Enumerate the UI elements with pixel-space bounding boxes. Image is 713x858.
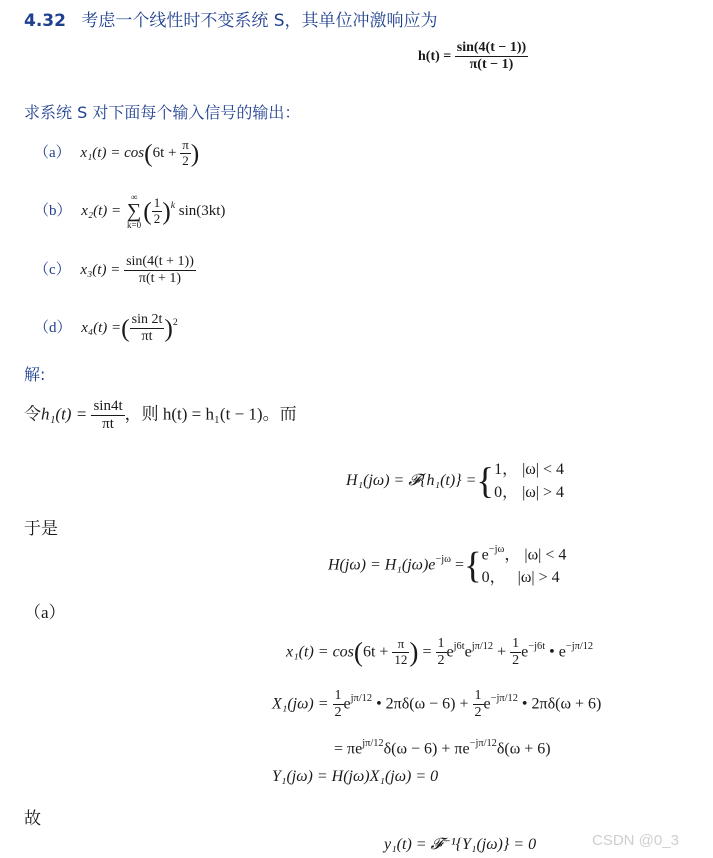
x1-e3-exp: −j6t bbox=[528, 641, 546, 652]
x1-formula bbox=[286, 636, 593, 669]
item-a bbox=[34, 138, 199, 169]
x1-e2-exp: jπ/12 bbox=[471, 641, 494, 652]
H-case-1-exp: −jω bbox=[488, 544, 505, 555]
item-a-two: 2 bbox=[182, 152, 189, 168]
item-b-lhs: x₂(t) = bbox=[81, 202, 122, 219]
H-case-1 bbox=[482, 542, 567, 566]
H1-cases bbox=[494, 458, 564, 504]
X1-e2-exp: −jπ/12 bbox=[490, 693, 518, 704]
x1-rparen: ) bbox=[409, 637, 419, 668]
let-num: sin4t bbox=[91, 398, 124, 416]
X1-half-1-num: 1 bbox=[333, 688, 344, 705]
H1-lhs: H₁(jω) = 𝓕{h₁(t)} = bbox=[346, 471, 477, 489]
then-label: 于是 bbox=[24, 519, 58, 538]
let-h1: h₁(t) = bbox=[41, 404, 88, 424]
h-lhs: h(t) = bbox=[418, 48, 452, 64]
item-d-den: πt bbox=[141, 329, 153, 345]
x1-half-2-num: 1 bbox=[510, 636, 521, 653]
x1-arg: 6t + bbox=[362, 643, 389, 661]
item-b-sum-bot: k=0 bbox=[127, 220, 142, 231]
item-a-arg: 6t + bbox=[152, 144, 177, 161]
problem-header bbox=[24, 6, 438, 31]
X1-e1: e bbox=[343, 695, 351, 713]
x1-half-2-den: 2 bbox=[512, 653, 520, 669]
X1-half-2 bbox=[473, 688, 484, 721]
let-frac bbox=[91, 398, 124, 434]
x1-half-1-num: 1 bbox=[436, 636, 447, 653]
H-eq: = bbox=[454, 556, 464, 574]
item-d-power: 2 bbox=[172, 317, 178, 329]
X1-line2 bbox=[334, 738, 551, 758]
problem-statement: 考虑一个线性时不变系统 S，其单位冲激响应为 bbox=[81, 11, 438, 31]
X1-lhs: X₁(jω) = bbox=[272, 695, 329, 713]
item-c-num: sin(4(t + 1)) bbox=[124, 254, 196, 271]
H-case-1-cond: ， |ω| < 4 bbox=[504, 546, 567, 564]
problem-number: 4.32 bbox=[24, 11, 66, 31]
X1-half-2-den: 2 bbox=[474, 705, 482, 721]
h-fraction bbox=[455, 40, 528, 73]
csdn-watermark: CSDN @0_3 bbox=[592, 832, 679, 849]
X1-line2-c: δ(ω + 6) bbox=[496, 740, 551, 758]
item-b-two: 2 bbox=[153, 210, 161, 226]
item-d bbox=[34, 312, 178, 345]
H1-case-1: 1， |ω| < 4 bbox=[494, 461, 565, 478]
x1-pi: π bbox=[392, 637, 409, 653]
item-d-num: sin 2t bbox=[130, 312, 165, 329]
item-b-sum-top: ∞ bbox=[130, 192, 138, 202]
x1-eq: = bbox=[422, 643, 432, 661]
H-exp: −jω bbox=[435, 554, 451, 566]
item-c-lhs: x₃(t) = bbox=[80, 262, 121, 279]
item-a-label: （a） bbox=[34, 144, 71, 161]
let-den: πt bbox=[102, 416, 114, 433]
X1-part2: • 2πδ(ω + 6) bbox=[521, 695, 602, 713]
item-d-lhs: x₄(t) = bbox=[81, 320, 122, 337]
item-c-frac bbox=[124, 254, 196, 287]
let-suffix: ，则 h(t) = h₁(t − 1)。而 bbox=[124, 404, 297, 424]
item-b-one: 1 bbox=[153, 194, 161, 210]
X1-part1: • 2πδ(ω − 6) + bbox=[376, 695, 469, 713]
x1-half-1-den: 2 bbox=[437, 653, 445, 669]
item-a-rparen: ) bbox=[190, 138, 200, 168]
h-numerator: sin(4(t − 1)) bbox=[455, 40, 528, 57]
item-c bbox=[34, 254, 196, 287]
x1-half-1 bbox=[436, 636, 447, 669]
item-a-lparen: ( bbox=[144, 138, 153, 168]
y1-formula: y₁(t) = 𝓕⁻¹{Y₁(jω)} = 0 bbox=[384, 836, 537, 853]
therefore-label: 故 bbox=[24, 809, 41, 828]
h-denominator: π(t − 1) bbox=[469, 57, 514, 73]
problem-ask: 求系统 S 对下面每个输入信号的输出： bbox=[24, 103, 301, 122]
x1-lparen: ( bbox=[353, 637, 363, 668]
item-b-half bbox=[152, 196, 163, 227]
x1-e1-exp: j6t bbox=[453, 641, 465, 652]
let-prefix: 令 bbox=[24, 404, 41, 424]
x1-frac bbox=[392, 637, 409, 668]
x1-e1: e bbox=[446, 643, 454, 661]
H-cases bbox=[482, 542, 567, 590]
item-c-den: π(t + 1) bbox=[138, 271, 182, 287]
X1-half-1-den: 2 bbox=[334, 705, 342, 721]
X1-line2-b: δ(ω − 6) + πe bbox=[383, 740, 470, 758]
item-d-lparen: ( bbox=[121, 313, 130, 343]
item-a-lhs: x₁(t) = cos bbox=[80, 144, 145, 161]
item-b-lparen: ( bbox=[143, 196, 152, 226]
H-case-2: 0， |ω| > 4 bbox=[481, 569, 560, 587]
X1-line2-exp2: −jπ/12 bbox=[469, 738, 497, 749]
H1-case-2: 0， |ω| > 4 bbox=[494, 484, 565, 502]
x1-half-2 bbox=[510, 636, 521, 669]
H-formula bbox=[328, 542, 566, 590]
x1-e2: e bbox=[464, 643, 472, 661]
x1-e3: e bbox=[521, 643, 529, 661]
item-c-label: （c） bbox=[34, 262, 71, 279]
Y1-formula: Y₁(jω) = H(jω)X₁(jω) = 0 bbox=[272, 768, 439, 785]
X1-e1-exp: jπ/12 bbox=[350, 693, 373, 704]
H-case-1-e: e bbox=[481, 546, 489, 564]
item-a-pi: π bbox=[182, 137, 189, 152]
item-a-frac bbox=[180, 138, 191, 169]
H1-brace: { bbox=[476, 459, 495, 501]
item-b bbox=[34, 192, 225, 231]
H-brace: { bbox=[464, 544, 482, 586]
X1-half-2-num: 1 bbox=[473, 688, 484, 705]
item-b-rest: sin(3kt) bbox=[178, 202, 226, 219]
x1-12: 12 bbox=[394, 652, 408, 668]
item-b-power: k bbox=[170, 199, 176, 211]
item-b-sum-sign: ∑ bbox=[126, 200, 142, 223]
x1-e4: e bbox=[558, 643, 566, 661]
let-statement bbox=[24, 398, 297, 434]
X1-line2-a: = πe bbox=[334, 740, 363, 758]
solution-title: 解: bbox=[24, 365, 46, 384]
part-a-label: （a） bbox=[24, 603, 66, 622]
x1-plus: + bbox=[497, 643, 507, 661]
X1-e2: e bbox=[483, 695, 491, 713]
item-d-frac bbox=[130, 312, 165, 345]
item-d-rparen: ) bbox=[164, 313, 173, 343]
X1-half-1 bbox=[333, 688, 344, 721]
H-lhs: H(jω) = H₁(jω)e bbox=[328, 556, 436, 574]
item-d-label: （d） bbox=[34, 320, 72, 337]
impulse-response-formula bbox=[418, 40, 528, 73]
x1-lhs: x₁(t) = cos bbox=[286, 643, 354, 661]
x1-dot: • bbox=[549, 643, 555, 661]
H1-formula bbox=[346, 458, 564, 504]
item-b-label: （b） bbox=[34, 202, 72, 219]
item-b-sum bbox=[125, 192, 143, 231]
item-b-rparen: ) bbox=[162, 196, 171, 226]
X1-formula bbox=[272, 688, 601, 721]
x1-e4-exp: −jπ/12 bbox=[565, 641, 594, 652]
X1-line2-exp1: jπ/12 bbox=[362, 738, 384, 749]
